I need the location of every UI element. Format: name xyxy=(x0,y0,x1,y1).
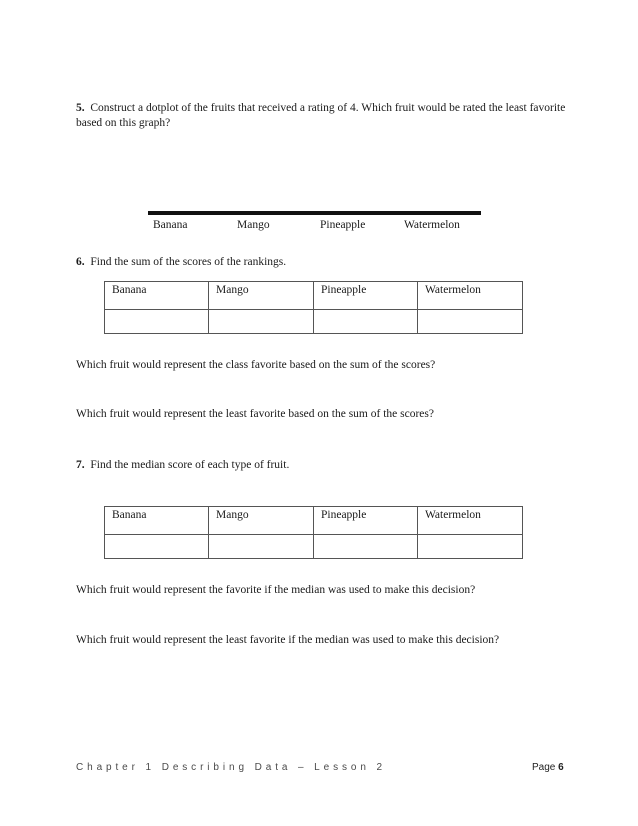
question-text: Find the sum of the scores of the rankings. xyxy=(90,256,287,268)
question-7-follow-up-1: Which fruit would represent the favorite if the median was used to make this decision? xyxy=(76,584,476,596)
axis-label-mango: Mango xyxy=(237,219,270,231)
header-pineapple: Pineapple xyxy=(314,507,418,535)
answer-cell-watermelon[interactable] xyxy=(418,535,523,559)
header-banana: Banana xyxy=(105,507,209,535)
question-7-follow-up-2: Which fruit would represent the least favorite if the median was used to make this decision? xyxy=(76,634,500,646)
footer-page xyxy=(532,762,564,773)
answer-cell-watermelon[interactable] xyxy=(418,310,523,334)
answer-cell-pineapple[interactable] xyxy=(314,310,418,334)
question-6 xyxy=(76,255,286,270)
header-watermelon: Watermelon xyxy=(418,282,523,310)
question-number: 5. xyxy=(76,102,85,114)
axis-label-watermelon: Watermelon xyxy=(404,219,460,231)
answer-cell-pineapple[interactable] xyxy=(314,535,418,559)
sum-scores-table xyxy=(104,281,523,334)
question-number: 7. xyxy=(76,459,85,471)
page-number: 6 xyxy=(558,762,564,773)
header-banana: Banana xyxy=(105,282,209,310)
dotplot-axis-line xyxy=(148,211,481,215)
answer-cell-mango[interactable] xyxy=(209,535,314,559)
header-pineapple: Pineapple xyxy=(314,282,418,310)
question-number: 6. xyxy=(76,256,85,268)
header-mango: Mango xyxy=(209,282,314,310)
header-watermelon: Watermelon xyxy=(418,507,523,535)
footer-chapter-title: Chapter 1 Describing Data – Lesson 2 xyxy=(76,762,386,773)
answer-cell-mango[interactable] xyxy=(209,310,314,334)
page-label: Page xyxy=(532,762,556,773)
answer-cell-banana[interactable] xyxy=(105,535,209,559)
question-7 xyxy=(76,458,289,473)
question-5 xyxy=(76,101,576,131)
answer-cell-banana[interactable] xyxy=(105,310,209,334)
median-scores-table xyxy=(104,506,523,559)
header-mango: Mango xyxy=(209,507,314,535)
axis-label-pineapple: Pineapple xyxy=(320,219,366,231)
question-text: Find the median score of each type of fruit. xyxy=(90,459,290,471)
question-6-follow-up-2: Which fruit would represent the least favorite based on the sum of the scores? xyxy=(76,408,434,420)
axis-label-banana: Banana xyxy=(153,219,188,231)
question-text: Construct a dotplot of the fruits that received a rating of 4. Which fruit would be rated the least favorite based on this graph? xyxy=(76,102,566,129)
question-6-follow-up-1: Which fruit would represent the class favorite based on the sum of the scores? xyxy=(76,359,436,371)
